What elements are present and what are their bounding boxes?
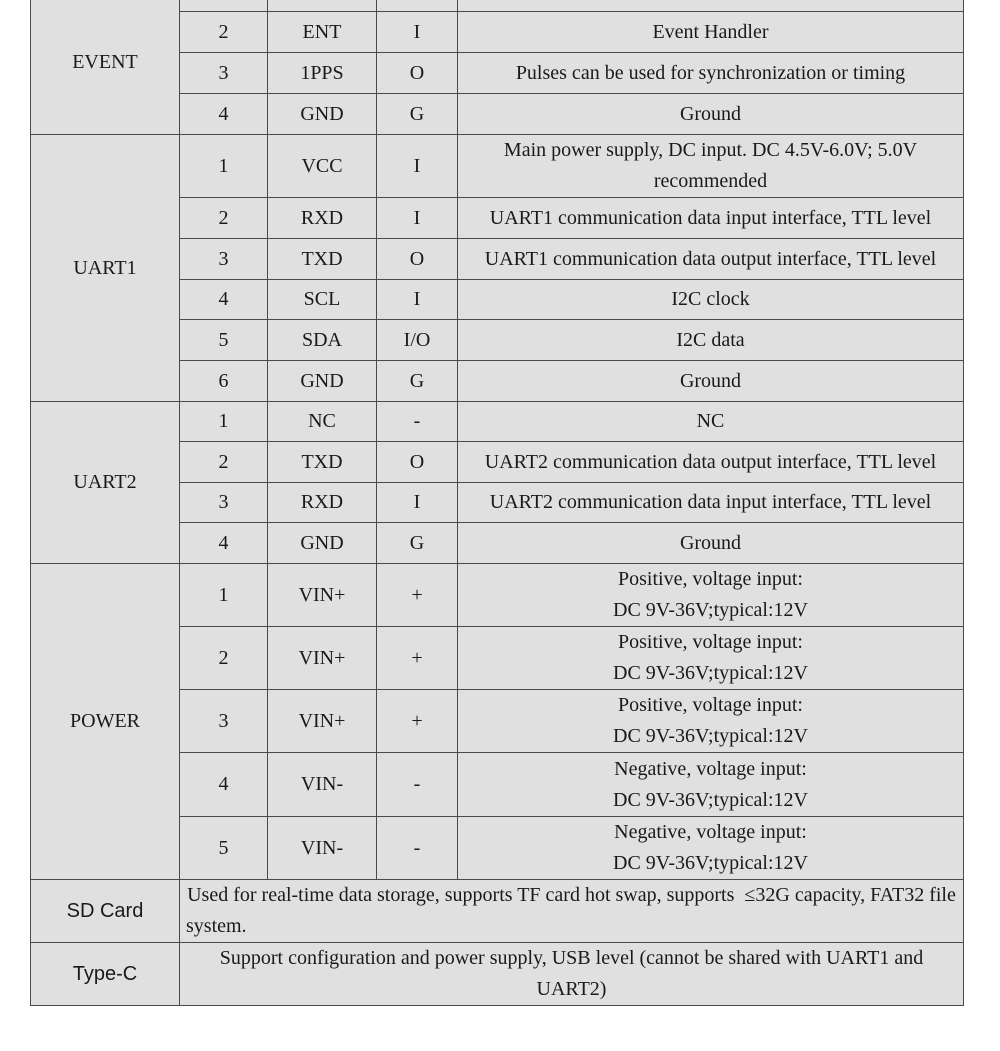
pin-description: UART1 communication data output interface, TTL level (458, 239, 964, 280)
pin-type: - (377, 753, 458, 817)
type-c-label: Type-C (31, 943, 180, 1006)
table-row (31, 564, 964, 627)
pin-description: I2C data (458, 320, 964, 361)
pin-description: Negative, voltage input: DC 9V-36V;typical:12V (458, 753, 964, 817)
pin-number: 2 (180, 12, 268, 53)
pin-number: 6 (180, 361, 268, 402)
pin-name: VIN- (268, 817, 377, 880)
pin-name: TXD (268, 442, 377, 483)
pin-type: O (377, 239, 458, 280)
pin-type: O (377, 442, 458, 483)
pin-name (268, 0, 377, 12)
table-row (31, 880, 964, 943)
pin-type: I (377, 135, 458, 198)
pin-type: I (377, 198, 458, 239)
pin-description: Main power supply, DC input. DC 4.5V-6.0V; 5.0V recommended (458, 135, 964, 198)
pin-definition-table (30, 0, 964, 1006)
table-row (31, 402, 964, 442)
pin-name: VIN+ (268, 564, 377, 627)
pin-name: VIN+ (268, 627, 377, 690)
pin-description: Ground (458, 523, 964, 564)
sd-card-description: Used for real-time data storage, supports TF card hot swap, supports ≤32G capacity, FAT32 file system. (180, 880, 964, 943)
pin-number: 1 (180, 135, 268, 198)
pin-description: I2C clock (458, 280, 964, 320)
pin-type: G (377, 361, 458, 402)
pin-name: NC (268, 402, 377, 442)
pin-type: G (377, 94, 458, 135)
pin-description: Event Handler (458, 12, 964, 53)
pin-name: VCC (268, 135, 377, 198)
group-name-uart2: UART2 (31, 402, 180, 564)
pin-type: + (377, 690, 458, 753)
pin-type: I (377, 483, 458, 523)
table-row (31, 135, 964, 198)
pin-number: 1 (180, 564, 268, 627)
pin-type: + (377, 627, 458, 690)
pin-description: Positive, voltage input: DC 9V-36V;typical:12V (458, 627, 964, 690)
pin-number: 4 (180, 280, 268, 320)
pin-number: 2 (180, 442, 268, 483)
pin-number: 4 (180, 753, 268, 817)
pin-name: 1PPS (268, 53, 377, 94)
pin-name: VIN+ (268, 690, 377, 753)
table-row (31, 943, 964, 1006)
group-name-power: POWER (31, 564, 180, 880)
pin-name: TXD (268, 239, 377, 280)
table-row (31, 0, 964, 12)
pin-name: RXD (268, 483, 377, 523)
pin-number: 4 (180, 94, 268, 135)
pin-name: ENT (268, 12, 377, 53)
pin-description: UART1 communication data input interface, TTL level (458, 198, 964, 239)
pin-number: 3 (180, 53, 268, 94)
type-c-description: Support configuration and power supply, USB level (cannot be shared with UART1 and UART2) (180, 943, 964, 1006)
pin-type: G (377, 523, 458, 564)
pin-number: 4 (180, 523, 268, 564)
pin-type: O (377, 53, 458, 94)
pin-type: - (377, 817, 458, 880)
pin-number: 5 (180, 320, 268, 361)
pin-name: GND (268, 523, 377, 564)
pin-description: Positive, voltage input: DC 9V-36V;typical:12V (458, 690, 964, 753)
pin-number: 3 (180, 483, 268, 523)
pin-name: SDA (268, 320, 377, 361)
sd-card-label: SD Card (31, 880, 180, 943)
pin-number: 3 (180, 239, 268, 280)
pin-name: GND (268, 361, 377, 402)
pin-description: NC (458, 402, 964, 442)
pin-number: 5 (180, 817, 268, 880)
pin-description: UART2 communication data output interface, TTL level (458, 442, 964, 483)
pin-type: I/O (377, 320, 458, 361)
group-name-event: EVENT (31, 0, 180, 135)
pin-name: VIN- (268, 753, 377, 817)
pin-description: Ground (458, 94, 964, 135)
pin-number: 2 (180, 198, 268, 239)
pin-name: GND (268, 94, 377, 135)
pin-name: SCL (268, 280, 377, 320)
pin-description: Pulses can be used for synchronization or timing (458, 53, 964, 94)
pin-name: RXD (268, 198, 377, 239)
pin-type: I (377, 280, 458, 320)
pin-description: Negative, voltage input: DC 9V-36V;typical:12V (458, 817, 964, 880)
pin-number (180, 0, 268, 12)
pin-description: Positive, voltage input: DC 9V-36V;typical:12V (458, 564, 964, 627)
pin-description: UART2 communication data input interface, TTL level (458, 483, 964, 523)
pin-description: Ground (458, 361, 964, 402)
pin-type: + (377, 564, 458, 627)
pin-number: 1 (180, 402, 268, 442)
pin-type: - (377, 402, 458, 442)
pin-type (377, 0, 458, 12)
pin-type: I (377, 12, 458, 53)
pin-number: 3 (180, 690, 268, 753)
pin-number: 2 (180, 627, 268, 690)
group-name-uart1: UART1 (31, 135, 180, 402)
pin-description (458, 0, 964, 12)
